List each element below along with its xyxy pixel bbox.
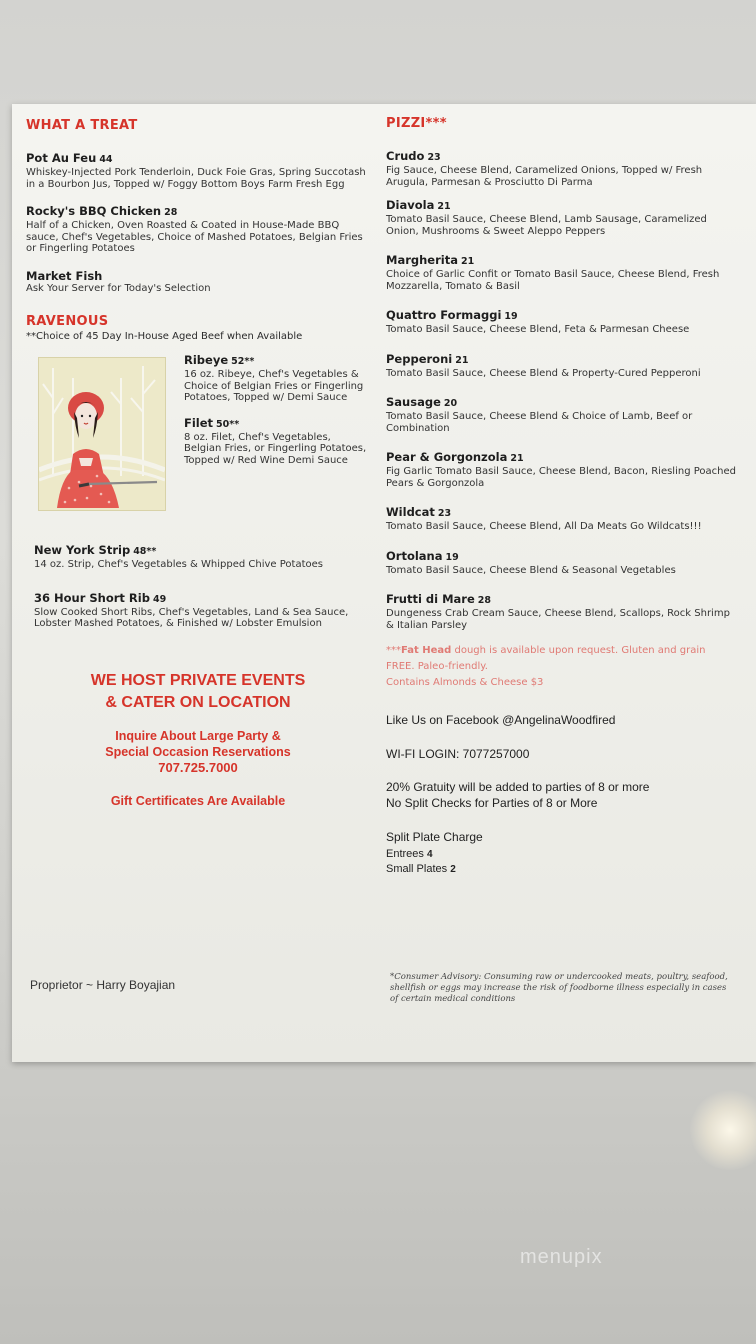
item-name: Ribeye (184, 353, 229, 367)
ravenous-steaks (184, 353, 370, 466)
menu-item-ribeye (184, 353, 370, 404)
fat-head-name: Fat Head (401, 645, 452, 656)
pizza-frutti-di-mare (386, 592, 736, 631)
menu-item-filet (184, 416, 370, 467)
item-price: 21 (510, 453, 524, 464)
item-description: Choice of Garlic Confit or Tomato Basil Sauce, Cheese Blend, Fresh Mozzarella, Tomato & Basil (386, 269, 720, 292)
item-description: 8 oz. Filet, Chef's Vegetables, Belgian Fries, or Fingerling Potatoes, Topped w/ Red Wine Demi Sauce (184, 431, 367, 466)
menu-item-pot-au-feu (26, 151, 370, 190)
item-name: Wildcat (386, 505, 435, 519)
events-phone: 707.725.7000 (158, 759, 238, 775)
item-price: 28 (164, 207, 178, 218)
split-small-plates (386, 862, 736, 877)
item-description: Tomato Basil Sauce, Cheese Blend, All Da Meats Go Wildcats!!! (386, 521, 702, 532)
events-heading-2: & CATER ON LOCATION (105, 693, 291, 711)
item-description: Tomato Basil Sauce, Cheese Blend & Seasonal Vegetables (386, 564, 676, 576)
pizza-diavola (386, 198, 736, 237)
item-name: Market Fish (26, 268, 103, 283)
menu-page (12, 104, 756, 1062)
item-price: 19 (504, 311, 518, 322)
gift-certificates: Gift Certificates Are Available (110, 793, 286, 808)
events-inquire-1: Inquire About Large Party & (115, 728, 281, 743)
ravenous-note: **Choice of 45 Day In-House Aged Beef when Available (26, 331, 303, 342)
fat-head-prefix: *** (386, 645, 401, 656)
lady-illustration-art (39, 358, 165, 510)
pizza-sausage (386, 395, 736, 434)
item-price: 48** (133, 546, 157, 557)
item-price: 49 (152, 593, 167, 605)
menu-item-short-rib (26, 591, 370, 630)
events-inquire-2: Special Occasion Reservations (105, 744, 291, 759)
menu-item-bbq-chicken (26, 204, 370, 255)
item-description: Dungeness Crab Cream Sauce, Cheese Blend, Scallops, Rock Shrimp & Italian Parsley (386, 608, 730, 631)
lady-illustration (38, 357, 166, 511)
gratuity-block (386, 779, 736, 811)
item-price: 21 (455, 354, 469, 366)
gratuity-line-1: 20% Gratuity will be added to parties of 8 or more (386, 780, 650, 794)
menu-item-market-fish (26, 269, 370, 295)
item-description: Fig Sauce, Cheese Blend, Caramelized Onions, Topped w/ Fresh Arugula, Parmesan & Prosciutto Di Parma (386, 165, 703, 188)
item-name: 36 Hour Short Rib (34, 590, 150, 605)
fat-head-text: dough is available upon request. Gluten and grain FREE. Paleo-friendly. (386, 645, 706, 672)
light-glare (690, 1090, 756, 1170)
item-name: Rocky's BBQ Chicken (26, 204, 162, 218)
split-small-label: Small Plates (386, 863, 448, 875)
events-block (26, 670, 370, 808)
facebook-line: Like Us on Facebook @AngelinaWoodfired (386, 713, 616, 727)
item-price: 44 (99, 154, 113, 165)
item-price: 21 (460, 256, 475, 267)
pizza-pear-gorgonzola (386, 450, 736, 489)
item-name: Pear & Gorgonzola (386, 450, 508, 464)
item-name: Margherita (386, 253, 458, 267)
pizza-ortolana (386, 549, 736, 577)
item-description: Tomato Basil Sauce, Cheese Blend, Feta & Parmesan Cheese (386, 324, 690, 335)
item-description: Tomato Basil Sauce, Cheese Blend & Property-Cured Pepperoni (386, 367, 701, 379)
proprietor: Proprietor ~ Harry Boyajian (30, 978, 176, 992)
item-price: 19 (445, 551, 459, 563)
item-description: 14 oz. Strip, Chef's Vegetables & Whipped Chive Potatoes (34, 559, 323, 570)
item-price: 50** (216, 418, 240, 430)
consumer-advisory: *Consumer Advisory: Consuming raw or undercooked meats, poultry, seafood, shellfish or eggs may increase the risk of foodborne illness especially in cases of certain medical conditions (390, 972, 728, 1004)
item-description: Whiskey-Injected Pork Tenderloin, Duck Foie Gras, Spring Succotash in a Bourbon Jus, Topped w/ Foggy Bottom Boys Farm Fresh Egg (26, 167, 366, 190)
item-name: Quattro Formaggi (386, 308, 502, 322)
item-description: 16 oz. Ribeye, Chef's Vegetables & Choice of Belgian Fries or Fingerling Potatoes, Topped w/ Demi Sauce (184, 369, 364, 403)
ravenous-block (26, 353, 370, 531)
watermark: menupix (520, 1246, 603, 1268)
item-description: Tomato Basil Sauce, Cheese Blend & Choice of Lamb, Beef or Combination (386, 411, 693, 434)
item-price: 21 (437, 201, 451, 212)
split-entrees-label: Entrees (386, 848, 424, 860)
item-price: 52** (231, 356, 255, 367)
item-price: 23 (427, 152, 441, 163)
left-column (26, 118, 370, 808)
pizza-quattro-formaggi (386, 308, 736, 336)
section-heading-pizzi: PIZZI*** (386, 116, 447, 131)
section-heading-what-a-treat: WHAT A TREAT (26, 118, 138, 133)
item-description: Tomato Basil Sauce, Cheese Blend, Lamb Sausage, Caramelized Onion, Mushrooms & Sweet Aleppo Peppers (386, 214, 707, 237)
item-description: Ask Your Server for Today's Selection (26, 282, 211, 294)
right-column (386, 116, 736, 877)
item-description: Half of a Chicken, Oven Roasted & Coated in House-Made BBQ sauce, Chef's Vegetables, Choice of Mashed Potatoes, Belgian Fries or Fingerling Potatoes (26, 220, 363, 254)
split-entrees-price: 4 (426, 849, 433, 860)
events-heading-1: WE HOST PRIVATE EVENTS (90, 671, 306, 689)
item-name: Frutti di Mare (386, 592, 475, 606)
item-name: Crudo (386, 149, 425, 163)
item-name: Ortolana (386, 548, 443, 563)
fat-head-note (386, 643, 736, 691)
pizza-pepperoni (386, 352, 736, 380)
item-name: Sausage (386, 395, 441, 409)
item-description: Fig Garlic Tomato Basil Sauce, Cheese Blend, Bacon, Riesling Poached Pears & Gorgonzola (386, 466, 736, 489)
pizza-margherita (386, 253, 736, 292)
menu-item-new-york-strip (26, 543, 370, 571)
pizza-wildcat (386, 505, 736, 533)
gratuity-line-2: No Split Checks for Parties of 8 or More (386, 796, 598, 810)
split-plate-title: Split Plate Charge (386, 830, 483, 844)
split-entrees (386, 847, 736, 862)
item-price: 28 (477, 595, 492, 606)
item-price: 20 (443, 398, 458, 409)
item-description: Slow Cooked Short Ribs, Chef's Vegetables, Land & Sea Sauce, Lobster Mashed Potatoes, & Finished w/ Lobster Emulsion (34, 606, 349, 629)
item-name: Pot Au Feu (26, 151, 97, 165)
item-name: New York Strip (34, 543, 131, 557)
split-plate-block (386, 829, 736, 877)
fat-head-extra: Contains Almonds & Cheese $3 (386, 677, 544, 688)
item-price: 23 (437, 508, 452, 519)
item-name: Pepperoni (386, 351, 453, 366)
split-small-price: 2 (450, 864, 456, 875)
pizza-crudo (386, 149, 736, 188)
item-name: Filet (184, 415, 214, 430)
wifi-login: WI-FI LOGIN: 7077257000 (386, 747, 530, 761)
section-heading-ravenous: RAVENOUS (26, 314, 109, 329)
item-name: Diavola (386, 198, 435, 212)
